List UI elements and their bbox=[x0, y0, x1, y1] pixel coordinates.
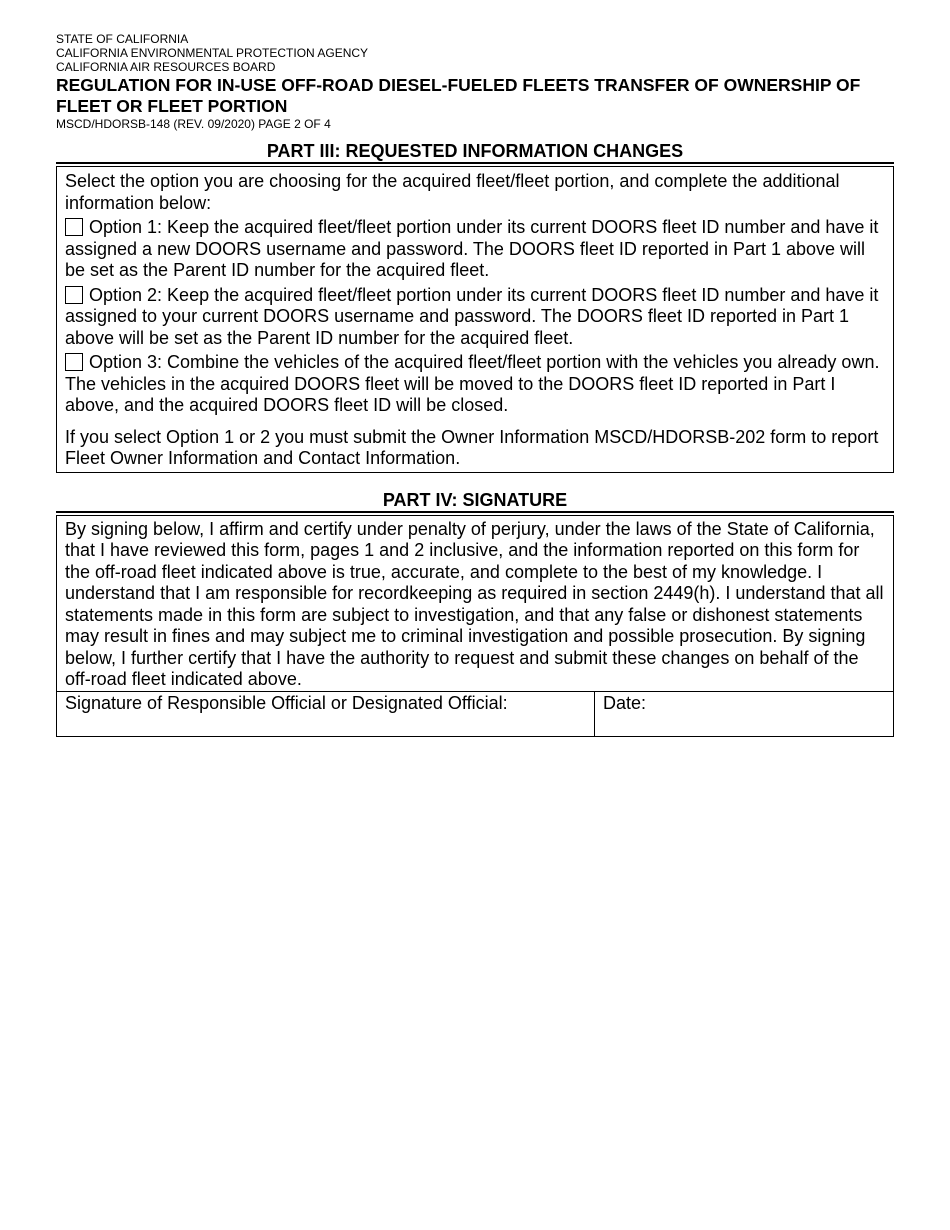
signature-row bbox=[56, 691, 894, 737]
part3-box bbox=[56, 167, 894, 473]
part3-intro: Select the option you are choosing for the acquired fleet/fleet portion, and complete the additional information below: bbox=[65, 171, 840, 213]
part3-heading: PART III: REQUESTED INFORMATION CHANGES bbox=[266, 141, 684, 161]
option-2-checkbox[interactable] bbox=[65, 286, 83, 304]
option-3-checkbox[interactable] bbox=[65, 353, 83, 371]
signature-field[interactable] bbox=[57, 692, 595, 736]
option-2-text: Option 2: Keep the acquired fleet/fleet portion under its current DOORS fleet ID number and have it assigned to your current DOORS username and password. The DOORS fleet ID reported in Part 1 above will be set as the Parent ID number for the acquired fleet. bbox=[65, 284, 879, 348]
form-title: REGULATION FOR IN-USE OFF-ROAD DIESEL-FUELED FLEETS TRANSFER OF OWNERSHIP OF FLEET OR FLEET PORTION bbox=[56, 75, 861, 116]
agency-line: CALIFORNIA ENVIRONMENTAL PROTECTION AGENCY bbox=[56, 46, 369, 60]
date-field[interactable] bbox=[595, 692, 893, 736]
form-page bbox=[56, 32, 894, 737]
part4-statement-box bbox=[56, 516, 894, 691]
option-3 bbox=[65, 352, 885, 417]
option-1-checkbox[interactable] bbox=[65, 218, 83, 236]
part4-heading: PART IV: SIGNATURE bbox=[382, 489, 568, 510]
option-1 bbox=[65, 217, 885, 282]
state-line: STATE OF CALIFORNIA bbox=[56, 32, 189, 46]
option-1-text: Option 1: Keep the acquired fleet/fleet portion under its current DOORS fleet ID number and have it assigned a new DOORS username and password. The DOORS fleet ID reported in Part 1 above will be set as the Parent ID number for the acquired fleet. bbox=[65, 217, 879, 280]
certification-statement: By signing below, I affirm and certify under penalty of perjury, under the laws of the State of California, that I have reviewed this form, pages 1 and 2 inclusive, and the information reported on this form for the off-road fleet indicated above is true, accurate, and complete to the best of my knowledge. I understand that I am responsible for recordkeeping as required in section 2449(h). I understand that all statements made in this form are subject to investigation, and that any false or dishonest statements may result in fines and may subject me to criminal investigation and possible prosecution. By signing below, I further certify that I have the authority to request and submit these changes on behalf of the off-road fleet indicated above. bbox=[65, 518, 884, 689]
option-2 bbox=[65, 285, 885, 350]
form-header bbox=[56, 32, 894, 131]
option-3-text: Option 3: Combine the vehicles of the acquired fleet/fleet portion with the vehicles you already own. The vehicles in the acquired DOORS fleet will be moved to the DOORS fleet ID reported in Part I above, and the acquired DOORS fleet ID will be closed. bbox=[65, 352, 880, 415]
signature-label: Signature of Responsible Official or Designated Official: bbox=[65, 692, 508, 713]
date-label: Date: bbox=[603, 692, 647, 713]
part3-note: If you select Option 1 or 2 you must submit the Owner Information MSCD/HDORSB-202 form to report Fleet Owner Information and Contact Information. bbox=[65, 426, 879, 468]
board-line: CALIFORNIA AIR RESOURCES BOARD bbox=[56, 60, 276, 74]
form-id: MSCD/HDORSB-148 (REV. 09/2020) PAGE 2 OF 4 bbox=[56, 117, 331, 131]
